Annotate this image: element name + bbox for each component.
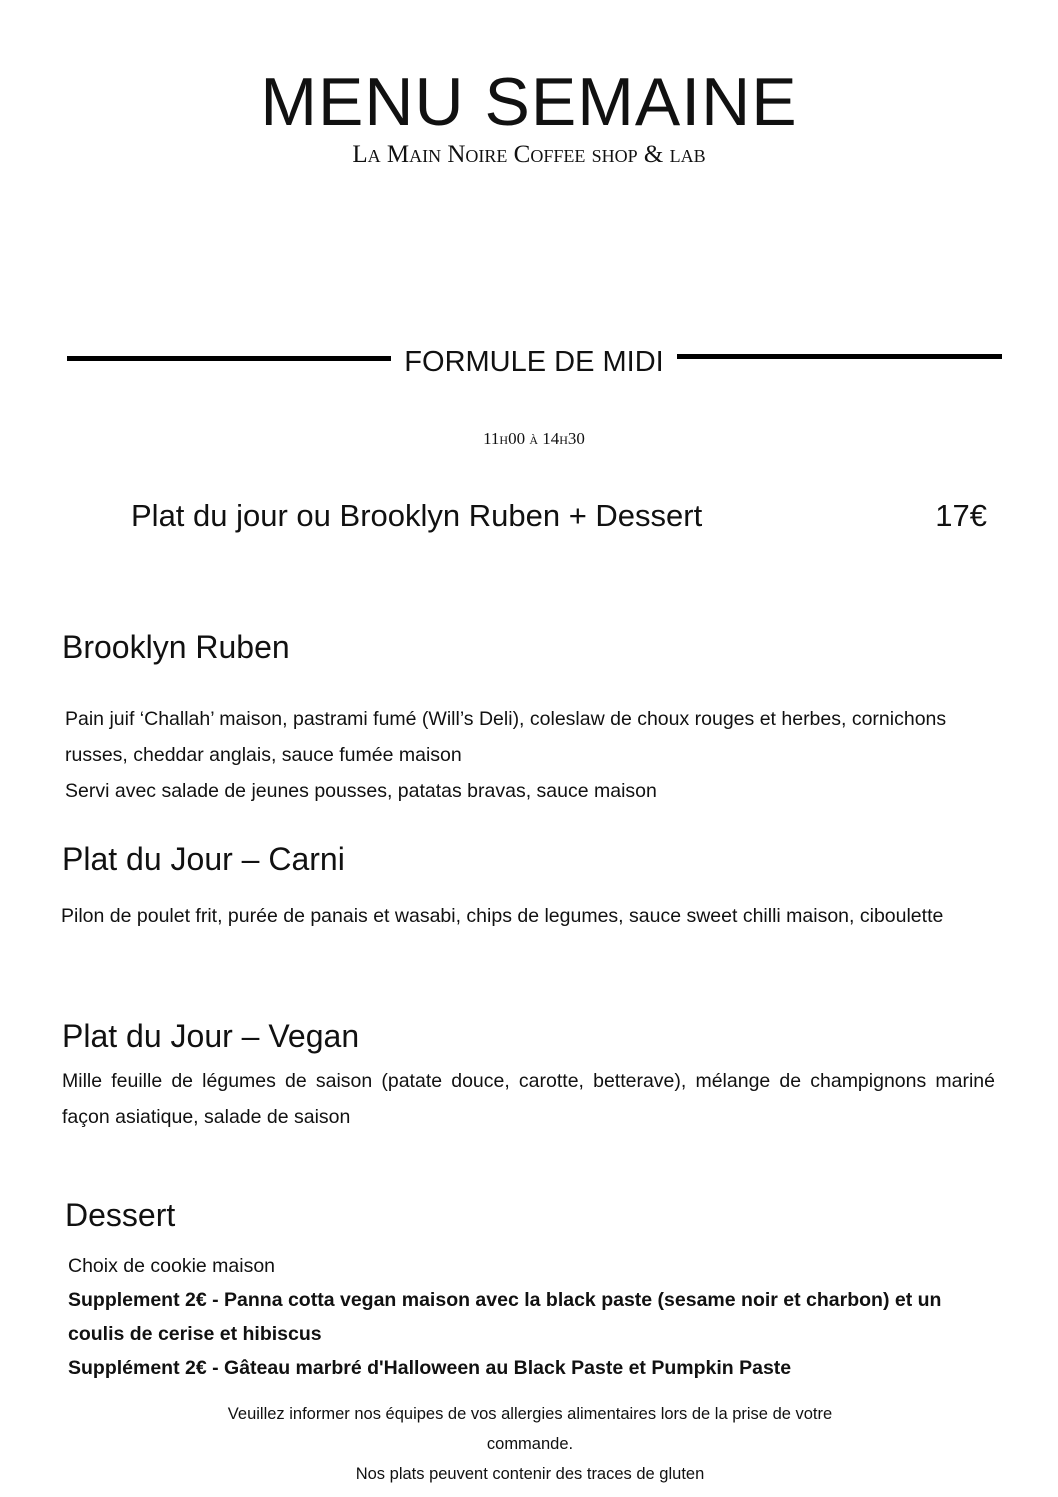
gluten-note: Nos plats peuvent contenir des traces de gluten — [355, 1465, 705, 1483]
page-title: MENU SEMAINE — [260, 64, 798, 140]
formule-offer-label: Plat du jour ou Brooklyn Ruben + Dessert — [131, 498, 703, 533]
page-subtitle: La Main Noire Coffee shop & lab — [352, 141, 706, 168]
formule-title: FORMULE DE MIDI — [404, 346, 664, 378]
brooklyn-description — [65, 701, 995, 809]
dessert-choice: Choix de cookie maison — [68, 1255, 276, 1277]
brooklyn-title: Brooklyn Ruben — [62, 629, 290, 665]
dessert-description — [68, 1249, 948, 1385]
allergy-notice — [150, 1399, 910, 1489]
dessert-supplement-2: Supplément 2€ - Gâteau marbré d'Halloween au Black Paste et Pumpkin Paste — [68, 1357, 792, 1379]
carni-title: Plat du Jour – Carni — [62, 841, 345, 877]
carni-description: Pilon de poulet frit, purée de panais et wasabi, chips de legumes, sauce sweet chilli maison, ciboulette — [61, 905, 944, 927]
brooklyn-sides: Servi avec salade de jeunes pousses, patatas bravas, sauce maison — [65, 780, 657, 802]
vegan-title: Plat du Jour – Vegan — [62, 1018, 360, 1054]
vegan-description: Mille feuille de légumes de saison (patate douce, carotte, betterave), mélange de champignons mariné façon asiatique, salade de saison — [62, 1070, 995, 1128]
brooklyn-ingredients: Pain juif ‘Challah’ maison, pastrami fumé (Will’s Deli), coleslaw de choux rouges et herbes, cornichons russes, cheddar anglais, sauce fumée maison — [65, 708, 947, 766]
dessert-supplement-1: Supplement 2€ - Panna cotta vegan maison avec la black paste (sesame noir et charbon) et un coulis de cerise et hibiscus — [68, 1289, 942, 1345]
formule-offer-price: 17€ — [935, 498, 987, 533]
allergy-note: Veuillez informer nos équipes de vos allergies alimentaires lors de la prise de votre commande. — [227, 1405, 833, 1453]
divider-left — [67, 356, 391, 361]
formule-hours: 11h00 à 14h30 — [483, 429, 585, 448]
divider-right — [677, 354, 1002, 359]
dessert-title: Dessert — [65, 1197, 176, 1233]
